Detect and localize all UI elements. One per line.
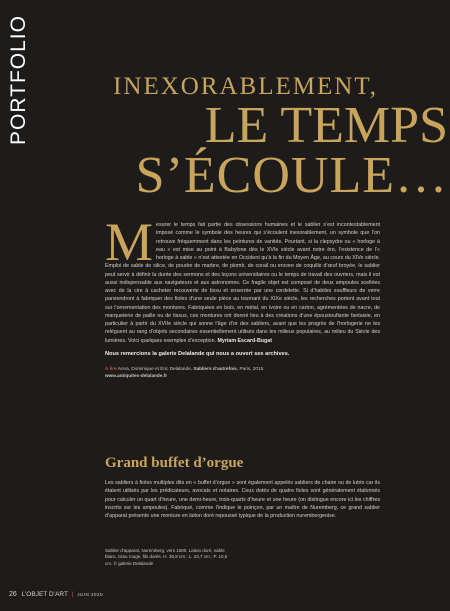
page-title (20, 72, 448, 202)
article-text: esurer le temps fait partie des obsessions humaines et le sablier s’est incontestablement imposé comme le symbole des heures qui s’écoulent inexorablement, un symbole que l’on retrouve fréquemment dans les peintures de vanités. Pourtant, si la clepsydre ou « horloge à eau » est mise au point à Babylone dès le XVIe siècle avant notre ère, l’existence de l’« horloge à sable » n’est attestée en Occident qu’à la fin du Moyen Âge, au cours du XIVe siècle. Emploi de sable de silice, de poudre de marbre, de plomb, de corail ou encore de coquille d’œuf broyée, le sablier peut servir à définir la durée des sermons et des leçons universitaires ou le temps de travail des ouvriers, mais il est aussi indispensable aux navigateurs et aux astronomes. Ce fragile objet est composé de deux ampoules scellées avec de la cire à cacheter recouverte de tissu et enserrée par une cordelette. Si d’habiles souffleurs de verre parviendront à fabriquer des fioles d’une seule pièce au tournant du XIXe siècle, les recherches portent avant tout sur l’ornementation des montures. Fabriquées en bois, en métal, en ivoire ou en carton, agrémentées de nacre, de marqueterie de paille ou de tissus, ces montures ont donné lieu à des créations d’une époustouflante fantaisie, en particulier à partir du XVIIe siècle qui sonne l’âge d’or des sabliers, avant que les progrès de l’horlogerie ne les relèguent au rang d’objets secondaires essentiellement utilisés dans les milieux populaires, au milieu du Siècle des lumières. Voici quelques exemples d’exception. (105, 222, 380, 344)
title-line-1: INEXORABLEMENT, (113, 73, 378, 100)
image-caption: Sablier d’apparat, Nuremberg, vers 1680. Laiton doré, sable blanc, tissu rouge, fils dorés. H. 36,8 cm ; L. 23,7 cm ; P. 10,5 cm. © galerie Delalande (105, 548, 228, 566)
page-number: 26 (9, 591, 17, 598)
footer-separator: | (71, 591, 74, 598)
article-body (105, 212, 380, 379)
issue-date: JUIN 2020 (77, 592, 103, 597)
bibliography-details: , Paris, 2015. (236, 366, 265, 371)
bibliography-website-link[interactable]: www.antiquites-delalande.fr (105, 372, 168, 378)
bibliography (105, 366, 380, 379)
acknowledgement: Nous remercions la galerie Delalande qui nous a ouvert ses archives. (105, 350, 290, 357)
section-label-text: PORTFOLIO (7, 14, 30, 145)
bibliography-label: À lire (105, 366, 117, 371)
magazine-name: L’OBJET D’ART (21, 591, 68, 598)
title-line-3: S’ÉCOULE… (135, 147, 448, 204)
section-heading: Grand buffet d’orgue (105, 455, 244, 471)
section-body: Les sabliers à fioles multiples dits en « buffet d’orgue » sont également appelés sabliers de chaire ou de lutrin car ils étaient utilisés par les prédicateurs, avocats et notaires. Ceux dotés de quatre fioles sont généralement étalonnés pour calculer un quart d’heure, une demi-heure, trois-quarts d’heure et une heure (on distingue encore ici les chiffres inscrits sur les ampoules). Fabriqué, comme l’indique le poinçon, par un maître de Nuremberg, ce grand sablier d’apparat présente une monture en laiton doré repoussé typique de la production nurembergeoise. (105, 480, 380, 519)
bibliography-title: Sabliers d’autrefois (193, 366, 237, 371)
drop-cap: M (105, 212, 154, 272)
page-footer (9, 591, 103, 598)
bibliography-authors: Anna, Dominique et Éric Delalande, (117, 366, 193, 371)
article-author: Myriam Escard-Bugat (217, 337, 272, 344)
title-line-2: LE TEMPS (204, 97, 448, 154)
